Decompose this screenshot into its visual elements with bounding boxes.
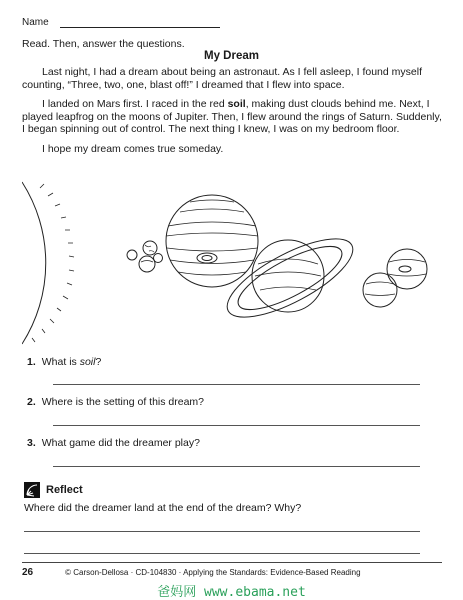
reflect-answer-line-1[interactable] bbox=[24, 531, 420, 532]
story-paragraph-3: I hope my dream comes true someday. bbox=[42, 142, 224, 155]
answer-line-2[interactable] bbox=[53, 425, 420, 426]
page-title: My Dream bbox=[204, 50, 259, 62]
question-2: 2. Where is the setting of this dream? bbox=[27, 396, 205, 408]
vocab-word: soil bbox=[227, 98, 246, 110]
sun-icon bbox=[22, 182, 74, 344]
instructions: Read. Then, answer the questions. bbox=[22, 38, 185, 50]
copyright-text: © Carson-Dellosa · CD-104830 · Applying the Standards: Evidence-Based Reading bbox=[65, 568, 361, 577]
earth-icon bbox=[143, 241, 157, 255]
page-number: 26 bbox=[22, 567, 34, 578]
venus-icon bbox=[139, 256, 155, 272]
answer-line-1[interactable] bbox=[53, 384, 420, 385]
mercury-icon bbox=[127, 250, 137, 260]
watermark: 爸妈网 www.ebama.net bbox=[157, 585, 306, 600]
name-label: Name bbox=[22, 17, 49, 28]
reflect-question: Where did the dreamer land at the end of the dream? Why? bbox=[24, 502, 302, 514]
question-3: 3. What game did the dreamer play? bbox=[27, 437, 200, 449]
question-1: 1. What is soil? bbox=[27, 356, 102, 368]
footer bbox=[22, 567, 442, 578]
footer-divider bbox=[22, 562, 442, 563]
reflect-answer-line-2[interactable] bbox=[24, 553, 420, 554]
reflect-heading: Reflect bbox=[24, 482, 83, 498]
jupiter-icon bbox=[166, 195, 258, 287]
story-paragraph-2: I landed on Mars first. I raced in the red soil, making dust clouds behind me. Next, I played leapfrog on the moons of Jupiter. Then, I flew around the rings of Saturn. Suddenly, I began spinning out of control. The next thing I knew, I was on my bedroom floor. bbox=[22, 98, 442, 135]
story-paragraph-1: Last night, I had a dream about being an astronaut. As I fell asleep, I found myself counting, “Three, two, one, blast off!” I dreamed that I flew into space. bbox=[22, 66, 422, 91]
mars-icon bbox=[154, 254, 163, 263]
solar-system-illustration bbox=[22, 178, 442, 348]
neptune-icon bbox=[387, 249, 427, 289]
story bbox=[22, 66, 442, 162]
uranus-icon bbox=[363, 273, 397, 307]
answer-line-3[interactable] bbox=[53, 466, 420, 467]
name-field[interactable] bbox=[60, 27, 220, 28]
reflect-icon bbox=[24, 482, 40, 498]
